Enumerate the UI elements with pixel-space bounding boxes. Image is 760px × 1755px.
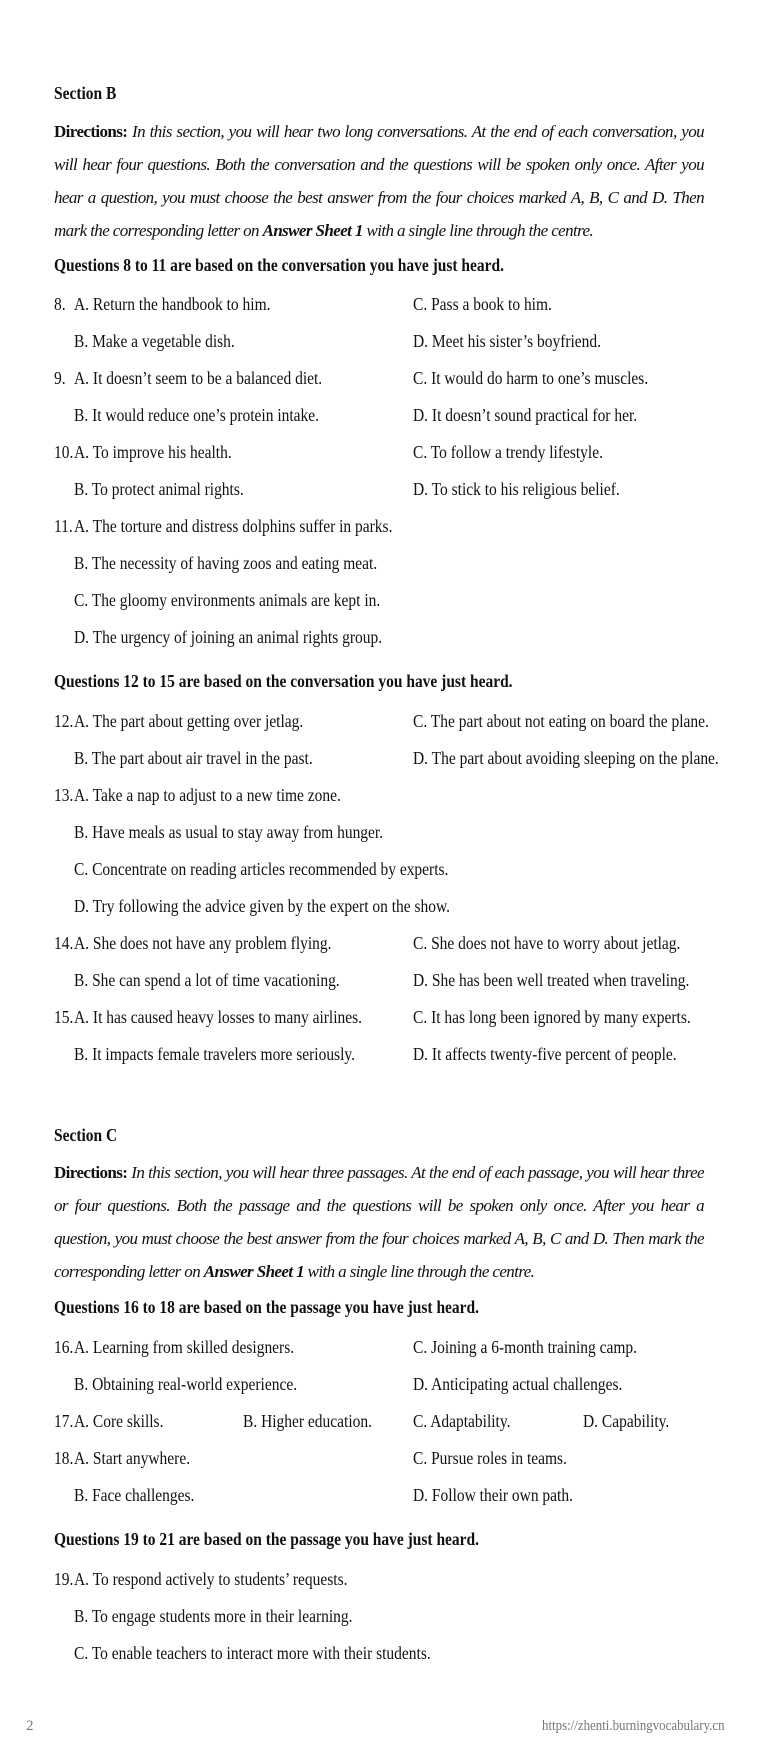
section-c-directions (54, 1156, 704, 1288)
option-c: C. She does not have to worry about jetlag. (413, 933, 681, 953)
option-a: A. Learning from skilled designers. (74, 1337, 295, 1357)
option-b: B. Higher education. (243, 1411, 372, 1431)
option-d: D. To stick to his religious belief. (413, 479, 620, 499)
option-a: A. The torture and distress dolphins suffer in parks. (74, 516, 393, 536)
question-14-row2 (0, 970, 760, 1000)
directions-text: In this section, you will hear two long conversations. At the end of each conversation, you will hear four questions. Both the conversation and the questions will be spoken only once. After you hear a question, you must choose the best answer from the four choices marked A, B, C and D. Then mark the corresponding letter on (54, 122, 704, 240)
question-16-row2 (0, 1374, 760, 1404)
question-number: 16. (54, 1337, 74, 1357)
question-9-row1 (0, 368, 760, 398)
directions-label: Directions: (54, 122, 128, 141)
option-a: A. To improve his health. (74, 442, 232, 462)
option-a: A. Start anywhere. (74, 1448, 191, 1468)
option-b: B. To engage students more in their learning. (74, 1606, 353, 1626)
option-a: A. Core skills. (74, 1411, 164, 1431)
option-b: B. The necessity of having zoos and eating meat. (74, 553, 378, 573)
question-10-row1 (0, 442, 760, 472)
question-13-row1 (0, 785, 760, 815)
question-11-row4 (0, 627, 760, 657)
option-b: B. To protect animal rights. (74, 479, 244, 499)
option-b: B. She can spend a lot of time vacationing. (74, 970, 340, 990)
question-12-row1 (0, 711, 760, 741)
option-d: D. It doesn’t sound practical for her. (413, 405, 638, 425)
question-12-row2 (0, 748, 760, 778)
option-c: C. To follow a trendy lifestyle. (413, 442, 603, 462)
question-13-row2 (0, 822, 760, 852)
question-number: 10. (54, 442, 74, 462)
option-b: B. The part about air travel in the past. (74, 748, 313, 768)
question-8-row1 (0, 294, 760, 324)
option-d: D. Follow their own path. (413, 1485, 573, 1505)
question-18-row2 (0, 1485, 760, 1515)
option-b: B. Have meals as usual to stay away from hunger. (74, 822, 384, 842)
option-c: C. Pursue roles in teams. (413, 1448, 567, 1468)
question-number: 15. (54, 1007, 74, 1027)
option-a: A. To respond actively to students’ requests. (74, 1569, 348, 1589)
questions-19-21-heading: Questions 19 to 21 are based on the passage you have just heard. (54, 1529, 480, 1549)
option-b: B. Obtaining real-world experience. (74, 1374, 298, 1394)
option-a: A. Take a nap to adjust to a new time zone. (74, 785, 341, 805)
question-number: 12. (54, 711, 74, 731)
question-15-row1 (0, 1007, 760, 1037)
question-number: 18. (54, 1448, 74, 1468)
section-c-title: Section C (54, 1125, 118, 1145)
option-d: D. The urgency of joining an animal rights group. (74, 627, 383, 647)
directions-label: Directions: (54, 1163, 128, 1182)
question-11-row1 (0, 516, 760, 546)
question-17-row (0, 1411, 760, 1441)
question-19-row1 (0, 1569, 760, 1599)
page-number: 2 (26, 1718, 34, 1734)
option-c: C. To enable teachers to interact more with their students. (74, 1643, 431, 1663)
option-c: C. It has long been ignored by many experts. (413, 1007, 691, 1027)
question-8-row2 (0, 331, 760, 361)
option-c: C. Adaptability. (413, 1411, 511, 1431)
question-number: 19. (54, 1569, 74, 1589)
option-b: B. It impacts female travelers more seriously. (74, 1044, 355, 1064)
question-14-row1 (0, 933, 760, 963)
option-c: C. The gloomy environments animals are kept in. (74, 590, 381, 610)
answer-sheet-ref: Answer Sheet 1 (262, 221, 363, 240)
question-number: 14. (54, 933, 74, 953)
question-10-row2 (0, 479, 760, 509)
option-a: A. It has caused heavy losses to many airlines. (74, 1007, 363, 1027)
question-11-row2 (0, 553, 760, 583)
questions-8-11-heading: Questions 8 to 11 are based on the conversation you have just heard. (54, 255, 504, 275)
question-15-row2 (0, 1044, 760, 1074)
option-d: D. The part about avoiding sleeping on the plane. (413, 748, 719, 768)
question-11-row3 (0, 590, 760, 620)
question-13-row4 (0, 896, 760, 926)
question-9-row2 (0, 405, 760, 435)
option-a: A. It doesn’t seem to be a balanced diet. (74, 368, 323, 388)
question-16-row1 (0, 1337, 760, 1367)
option-d: D. Capability. (583, 1411, 670, 1431)
section-b-title: Section B (54, 83, 117, 103)
option-c: C. It would do harm to one’s muscles. (413, 368, 649, 388)
option-c: C. The part about not eating on board the plane. (413, 711, 709, 731)
option-d: D. Anticipating actual challenges. (413, 1374, 623, 1394)
questions-12-15-heading: Questions 12 to 15 are based on the conversation you have just heard. (54, 671, 513, 691)
option-d: D. It affects twenty-five percent of people. (413, 1044, 677, 1064)
option-a: A. The part about getting over jetlag. (74, 711, 304, 731)
question-number: 8. (54, 294, 66, 314)
option-b: B. Face challenges. (74, 1485, 195, 1505)
option-b: B. It would reduce one’s protein intake. (74, 405, 320, 425)
option-d: D. Try following the advice given by the expert on the show. (74, 896, 451, 916)
option-c: C. Concentrate on reading articles recommended by experts. (74, 859, 449, 879)
question-13-row3 (0, 859, 760, 889)
directions-tail: with a single line through the centre. (362, 221, 594, 240)
footer-url: https://zhenti.burningvocabulary.cn (542, 1718, 725, 1734)
option-c: C. Pass a book to him. (413, 294, 552, 314)
question-19-row3 (0, 1643, 760, 1673)
option-b: B. Make a vegetable dish. (74, 331, 235, 351)
option-a: A. Return the handbook to him. (74, 294, 271, 314)
question-18-row1 (0, 1448, 760, 1478)
directions-tail: with a single line through the centre. (304, 1262, 535, 1281)
option-c: C. Joining a 6-month training camp. (413, 1337, 638, 1357)
question-19-row2 (0, 1606, 760, 1636)
question-number: 13. (54, 785, 74, 805)
directions-text: In this section, you will hear three passages. At the end of each passage, you will hear three or four questions. Both the passage and the questions will be spoken only once. After you hear a question, you must choose the best answer from the four choices marked A, B, C and D. Then mark the corresponding letter on (54, 1163, 704, 1281)
option-a: A. She does not have any problem flying. (74, 933, 332, 953)
questions-16-18-heading: Questions 16 to 18 are based on the passage you have just heard. (54, 1297, 480, 1317)
answer-sheet-ref: Answer Sheet 1 (203, 1262, 304, 1281)
question-number: 17. (54, 1411, 74, 1431)
option-d: D. Meet his sister’s boyfriend. (413, 331, 602, 351)
section-b-directions (54, 115, 704, 247)
question-number: 11. (54, 516, 73, 536)
question-number: 9. (54, 368, 66, 388)
option-d: D. She has been well treated when traveling. (413, 970, 690, 990)
